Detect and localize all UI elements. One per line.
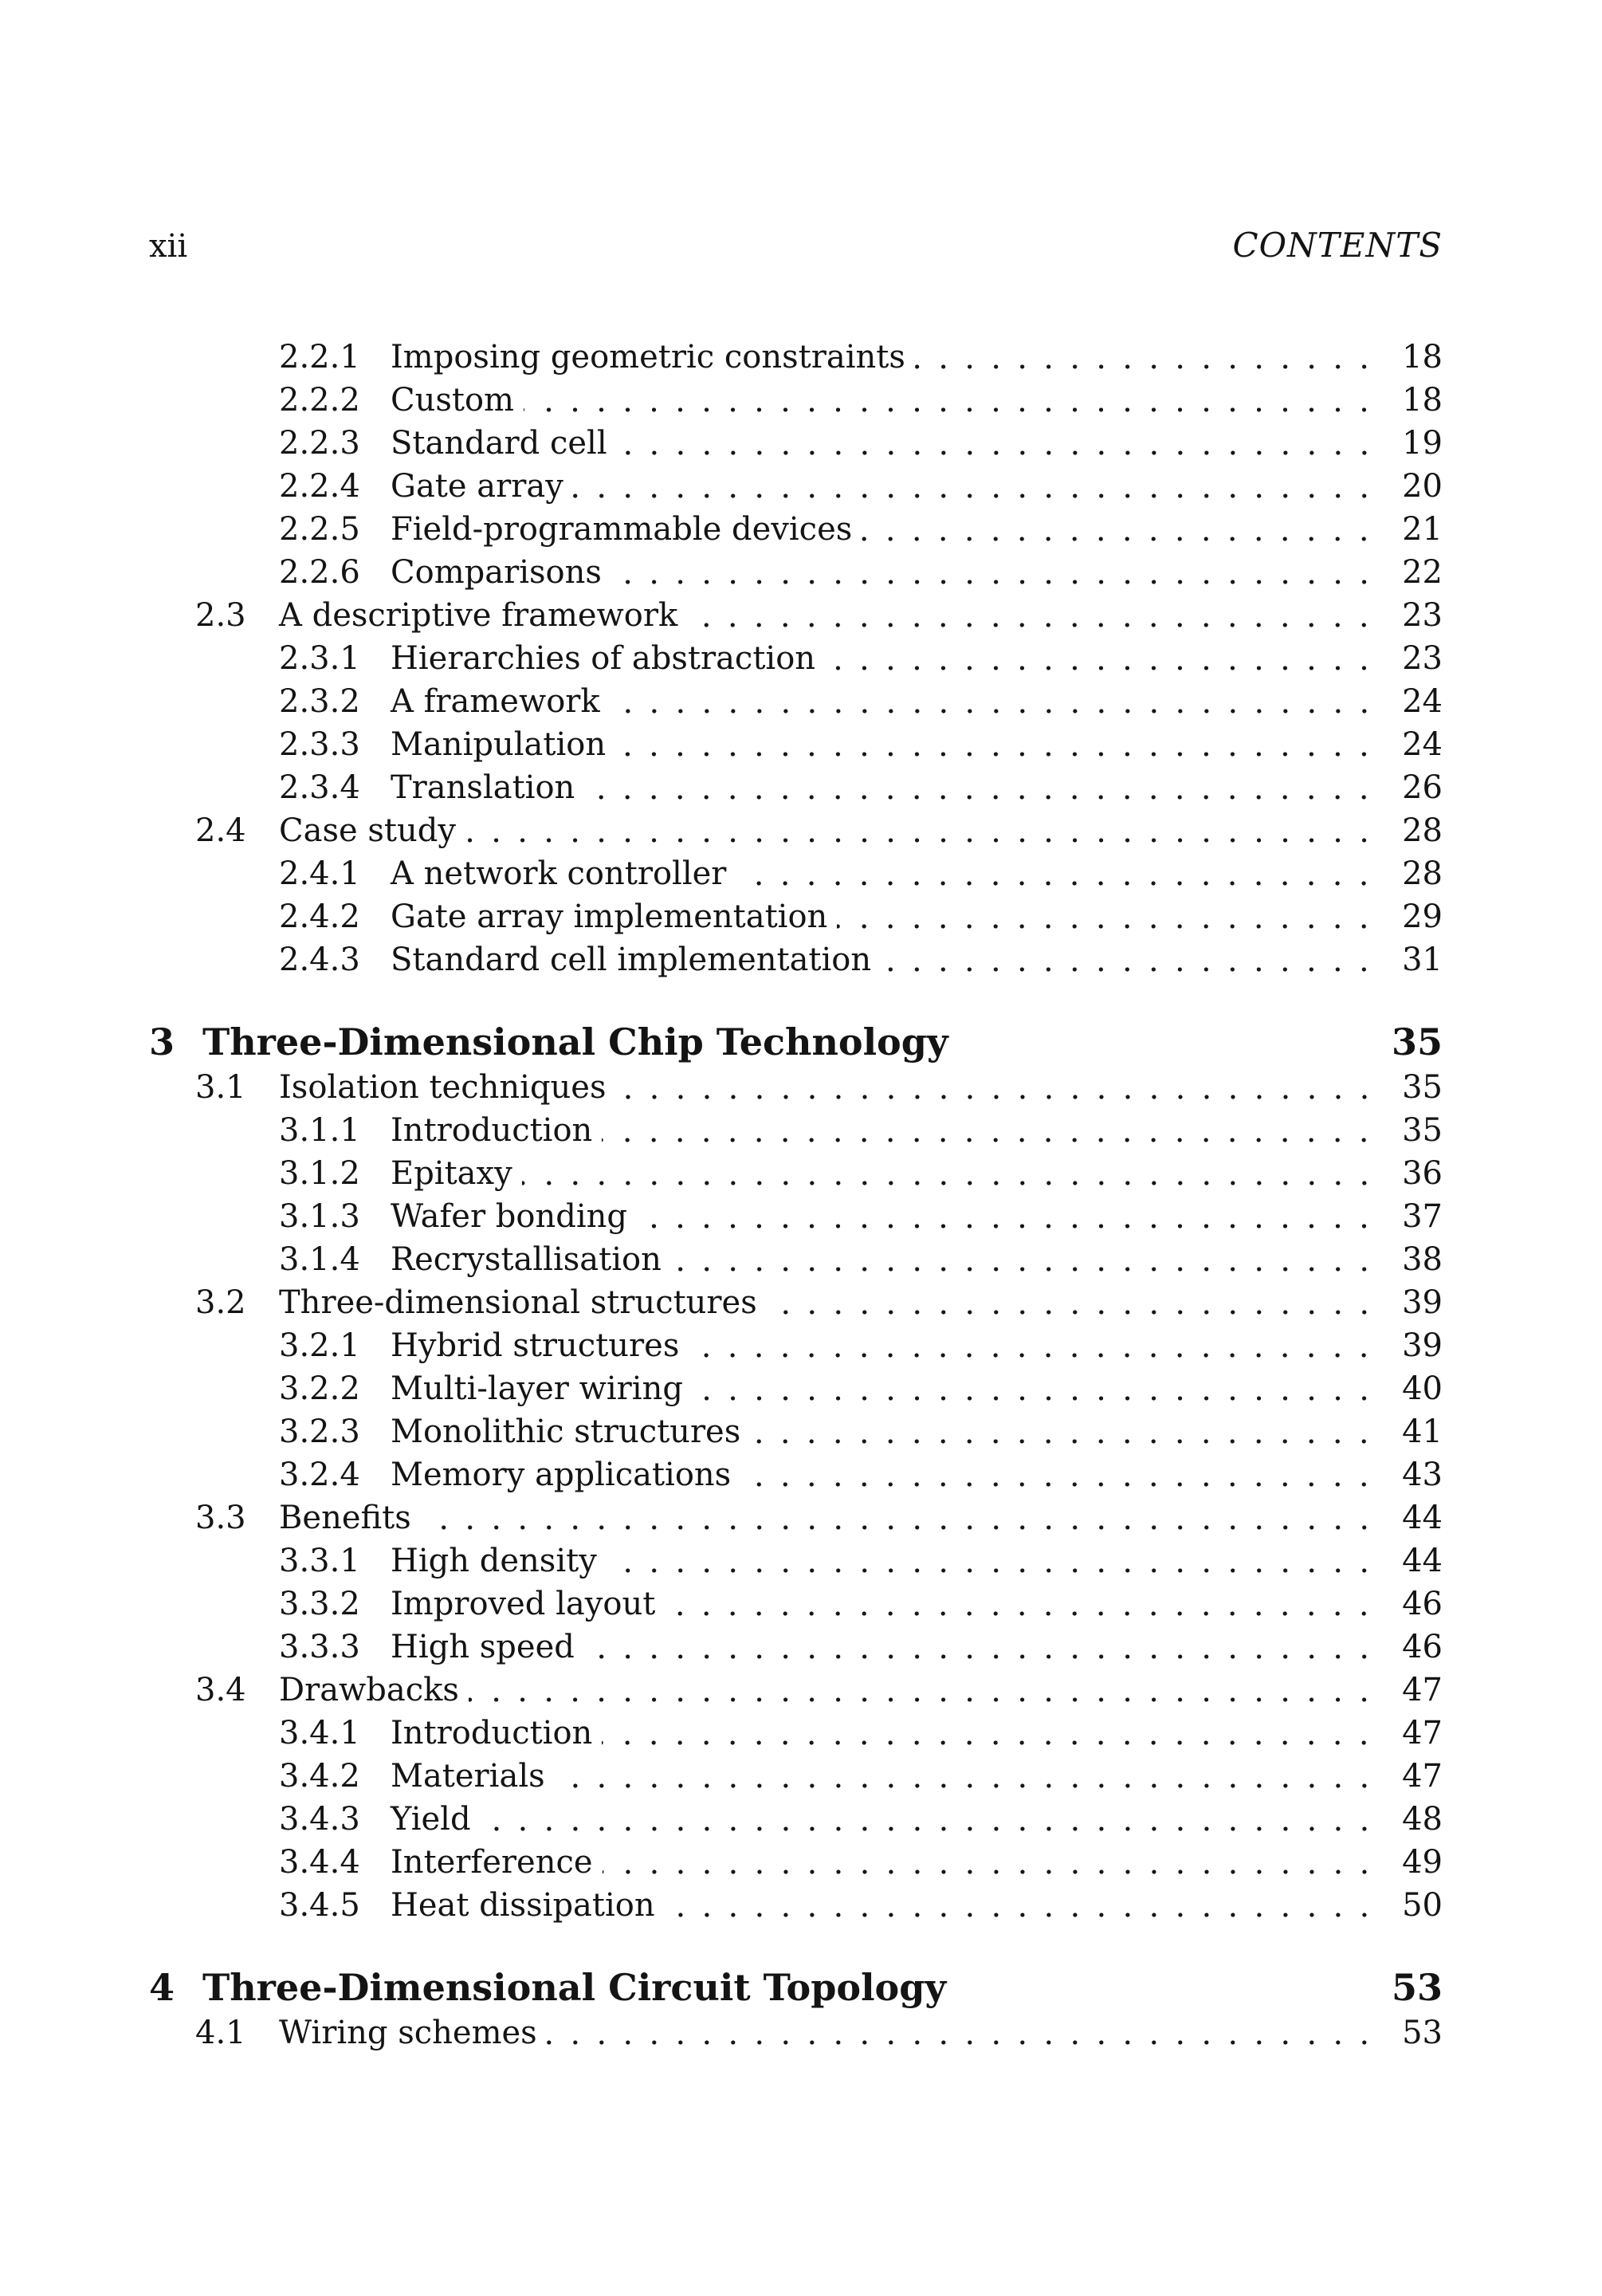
toc-entry-title: Interference	[391, 1844, 593, 1881]
toc-entry-title: Multi-layer wiring	[391, 1370, 683, 1407]
toc-entry-number: 3.4.2	[279, 1758, 360, 1795]
toc-entry-number: 3	[149, 1020, 175, 1063]
dot-leader	[665, 1884, 1379, 1927]
toc-entry-title: Manipulation	[391, 726, 607, 763]
toc-entry	[149, 1539, 1443, 1582]
toc-entry-title: Three-Dimensional Circuit Topology	[202, 1966, 947, 2009]
toc-entry	[149, 1367, 1443, 1410]
toc-entry-number: 2.3	[195, 597, 246, 634]
toc-entry-title: Hierarchies of abstraction	[391, 640, 816, 677]
toc-entry-title: Drawbacks	[279, 1672, 459, 1708]
toc-entry-title: Case study	[279, 812, 456, 849]
dot-leader	[617, 422, 1379, 465]
toc-entry-page: 39	[1402, 1327, 1443, 1364]
toc-entry	[149, 2011, 1443, 2054]
dot-leader	[881, 938, 1379, 981]
toc-entry-page: 47	[1402, 1715, 1443, 1751]
toc-entry-page: 23	[1402, 597, 1443, 634]
toc-entry	[149, 680, 1443, 723]
toc-entry-number: 2.3.1	[279, 640, 360, 677]
toc-entry-number: 2.2.2	[279, 382, 360, 419]
toc-entry-page: 21	[1402, 511, 1443, 548]
dot-leader	[465, 809, 1379, 852]
toc-entry-title: Isolation techniques	[279, 1069, 607, 1106]
toc-entry-page: 24	[1402, 726, 1443, 763]
toc-entry-title: A network controller	[391, 855, 727, 892]
toc-entry-title: A framework	[391, 683, 600, 720]
toc-entry-page: 53	[1391, 1966, 1443, 2009]
toc-entry-number: 3.1	[195, 1069, 246, 1106]
toc-entry-number: 3.4.4	[279, 1844, 360, 1881]
toc-entry-page: 35	[1391, 1020, 1443, 1063]
toc-entry	[149, 1884, 1443, 1927]
toc-entry-title: High density	[391, 1543, 597, 1579]
dot-leader	[956, 1964, 1379, 2011]
toc-entry-page: 19	[1402, 425, 1443, 462]
toc-entry-page: 20	[1402, 468, 1443, 505]
toc-entry	[149, 1798, 1443, 1841]
toc-entry-number: 3.2.4	[279, 1457, 360, 1493]
toc-entry-page: 26	[1402, 769, 1443, 806]
dot-leader	[837, 895, 1379, 938]
dot-leader	[616, 1066, 1379, 1109]
dot-leader	[637, 1195, 1379, 1238]
toc-entry-page: 46	[1402, 1586, 1443, 1622]
toc-entry-title: Comparisons	[391, 554, 602, 591]
dot-leader	[611, 551, 1379, 594]
dot-leader	[555, 1755, 1379, 1798]
toc-entry-number: 3.2	[195, 1284, 246, 1321]
dot-leader	[693, 1367, 1379, 1410]
toc-entry-title: Epitaxy	[391, 1155, 512, 1192]
toc-entry	[149, 1626, 1443, 1669]
toc-entry-number: 3.2.3	[279, 1413, 360, 1450]
toc-entry-page: 35	[1402, 1112, 1443, 1149]
toc-entry-page: 28	[1402, 812, 1443, 849]
toc-entry	[149, 1669, 1443, 1712]
toc-entry-page: 23	[1402, 640, 1443, 677]
toc-entry-title: Introduction	[391, 1112, 593, 1149]
toc-entry-page: 35	[1402, 1069, 1443, 1106]
toc-entry-page: 44	[1402, 1543, 1443, 1579]
toc-entry	[149, 1324, 1443, 1367]
dot-leader	[522, 1152, 1379, 1195]
toc-entry-number: 3.4.1	[279, 1715, 360, 1751]
toc-entry-title: Imposing geometric constraints	[391, 339, 905, 375]
dot-leader	[603, 1841, 1379, 1884]
toc-entry	[149, 1152, 1443, 1195]
toc-entry-title: Monolithic structures	[391, 1413, 741, 1450]
toc-entry-number: 3.3.1	[279, 1543, 360, 1579]
toc-entry-page: 46	[1402, 1629, 1443, 1665]
toc-entry-page: 47	[1402, 1758, 1443, 1795]
toc-entry	[149, 1238, 1443, 1281]
toc-entry-number: 3.3.2	[279, 1586, 360, 1622]
toc-entry-number: 2.2.3	[279, 425, 360, 462]
toc-entry-page: 47	[1402, 1672, 1443, 1708]
dot-leader	[750, 1410, 1379, 1453]
toc-entry-number: 4.1	[195, 2015, 246, 2051]
toc-entry-title: Gate array	[391, 468, 563, 505]
dot-leader	[767, 1281, 1379, 1324]
toc-entry-title: Wiring schemes	[279, 2015, 537, 2051]
toc-entry-page: 53	[1402, 2015, 1443, 2051]
dot-leader	[689, 1324, 1379, 1367]
dot-leader	[607, 1539, 1379, 1582]
toc-entry-title: A descriptive framework	[279, 597, 678, 634]
toc-entry-number: 4	[149, 1966, 175, 2009]
toc-entry-page: 41	[1402, 1413, 1443, 1450]
toc-entry-page: 28	[1402, 855, 1443, 892]
toc-entry-number: 3.4	[195, 1672, 246, 1708]
toc-entry	[149, 895, 1443, 938]
toc-entry	[149, 723, 1443, 766]
toc-entry-number: 2.3.3	[279, 726, 360, 763]
toc-entry-title: Standard cell	[391, 425, 607, 462]
toc-entry-number: 2.4.3	[279, 942, 360, 978]
dot-leader	[915, 336, 1379, 379]
toc-entry-title: Wafer bonding	[391, 1198, 628, 1235]
toc-entry	[149, 336, 1443, 379]
toc-entry	[149, 508, 1443, 551]
toc-entry-number: 2.2.1	[279, 339, 360, 375]
toc-entry	[149, 379, 1443, 422]
toc-entry-page: 40	[1402, 1370, 1443, 1407]
toc-entry-page: 43	[1402, 1457, 1443, 1493]
dot-leader	[584, 1626, 1379, 1669]
toc-entry-title: Field-programmable devices	[391, 511, 853, 548]
toc-entry	[149, 1582, 1443, 1626]
toc-entry-title: Three-dimensional structures	[279, 1284, 757, 1321]
toc-entry-page: 37	[1402, 1198, 1443, 1235]
dot-leader	[825, 637, 1379, 680]
toc-entry-number: 2.2.5	[279, 511, 360, 548]
toc-entry	[149, 852, 1443, 895]
toc-entry-number: 3.2.2	[279, 1370, 360, 1407]
dot-leader	[740, 1453, 1379, 1496]
toc-entry-number: 3.1.3	[279, 1198, 360, 1235]
dot-leader	[615, 723, 1379, 766]
toc-entry	[149, 1066, 1443, 1109]
toc-entry	[149, 465, 1443, 508]
toc-entry-page: 18	[1402, 339, 1443, 375]
toc-entry	[149, 1410, 1443, 1453]
toc-entry-number: 3.4.3	[279, 1801, 360, 1838]
toc-entry-number: 3.3.3	[279, 1629, 360, 1665]
toc-entry	[149, 422, 1443, 465]
toc-entry	[149, 594, 1443, 637]
toc-entry	[149, 1755, 1443, 1798]
toc-entry	[149, 1453, 1443, 1496]
folio-page-number: xii	[149, 228, 188, 265]
toc-entry-number: 2.4.2	[279, 898, 360, 935]
dot-leader	[610, 680, 1379, 723]
toc-entry-title: Introduction	[391, 1715, 593, 1751]
dot-leader	[958, 1018, 1379, 1066]
toc-entry-page: 39	[1402, 1284, 1443, 1321]
dot-leader	[602, 1712, 1379, 1755]
dot-leader	[671, 1238, 1379, 1281]
dot-leader	[524, 379, 1379, 422]
toc-entry-number: 3.1.2	[279, 1155, 360, 1192]
toc-entry-page: 44	[1402, 1500, 1443, 1536]
running-head: CONTENTS	[1232, 226, 1443, 265]
toc-entry	[149, 809, 1443, 852]
toc-entry-title: Translation	[391, 769, 575, 806]
toc-entry	[149, 637, 1443, 680]
dot-leader	[469, 1669, 1379, 1712]
dot-leader	[862, 508, 1379, 551]
dot-leader	[573, 465, 1379, 508]
toc-entry-title: Heat dissipation	[391, 1887, 655, 1924]
dot-leader	[736, 852, 1379, 895]
dot-leader	[547, 2011, 1379, 2054]
toc-entry-number: 2.2.6	[279, 554, 360, 591]
toc-entry	[149, 1712, 1443, 1755]
toc-entry-title: Standard cell implementation	[391, 942, 872, 978]
toc-entry-title: High speed	[391, 1629, 575, 1665]
toc-entry-number: 2.2.4	[279, 468, 360, 505]
dot-leader	[481, 1798, 1379, 1841]
toc-entry-page: 18	[1402, 382, 1443, 419]
toc-entry-title: Benefits	[279, 1500, 411, 1536]
toc-entry-page: 48	[1402, 1801, 1443, 1838]
toc-entry	[149, 1281, 1443, 1324]
toc-entry-number: 3.1.4	[279, 1241, 360, 1278]
toc-entry-number: 3.3	[195, 1500, 246, 1536]
toc-entry-number: 2.3.2	[279, 683, 360, 720]
dot-leader	[665, 1582, 1379, 1626]
toc-entry-title: Gate array implementation	[391, 898, 828, 935]
dot-leader	[584, 766, 1379, 809]
toc-entry-number: 3.1.1	[279, 1112, 360, 1149]
toc-entry	[149, 1018, 1443, 1066]
toc-entry-page: 49	[1402, 1844, 1443, 1881]
toc-entry	[149, 551, 1443, 594]
toc-entry-title: Improved layout	[391, 1586, 656, 1622]
dot-leader	[602, 1109, 1379, 1152]
table-of-contents	[149, 262, 1443, 2054]
toc-entry-title: Materials	[391, 1758, 545, 1795]
toc-entry-title: Recrystallisation	[391, 1241, 662, 1278]
toc-entry	[149, 1964, 1443, 2011]
dot-leader	[421, 1496, 1379, 1539]
toc-entry	[149, 1841, 1443, 1884]
toc-entry-title: Custom	[391, 382, 514, 419]
toc-entry	[149, 938, 1443, 981]
toc-entry-page: 24	[1402, 683, 1443, 720]
toc-entry-page: 31	[1402, 942, 1443, 978]
toc-entry-page: 29	[1402, 898, 1443, 935]
toc-entry-page: 22	[1402, 554, 1443, 591]
toc-entry-title: Memory applications	[391, 1457, 732, 1493]
toc-entry-title: Yield	[391, 1801, 471, 1838]
toc-entry-page: 50	[1402, 1887, 1443, 1924]
toc-entry	[149, 1496, 1443, 1539]
toc-entry-number: 2.4	[195, 812, 246, 849]
dot-leader	[687, 594, 1379, 637]
toc-entry-number: 3.2.1	[279, 1327, 360, 1364]
toc-entry-page: 36	[1402, 1155, 1443, 1192]
toc-entry-number: 2.4.1	[279, 855, 360, 892]
toc-entry-title: Three-Dimensional Chip Technology	[202, 1020, 948, 1063]
toc-entry	[149, 1195, 1443, 1238]
toc-entry	[149, 1109, 1443, 1152]
toc-entry	[149, 766, 1443, 809]
toc-entry-page: 38	[1402, 1241, 1443, 1278]
toc-entry-number: 2.3.4	[279, 769, 360, 806]
toc-entry-title: Hybrid structures	[391, 1327, 680, 1364]
running-header	[149, 0, 1443, 265]
toc-entry-number: 3.4.5	[279, 1887, 360, 1924]
